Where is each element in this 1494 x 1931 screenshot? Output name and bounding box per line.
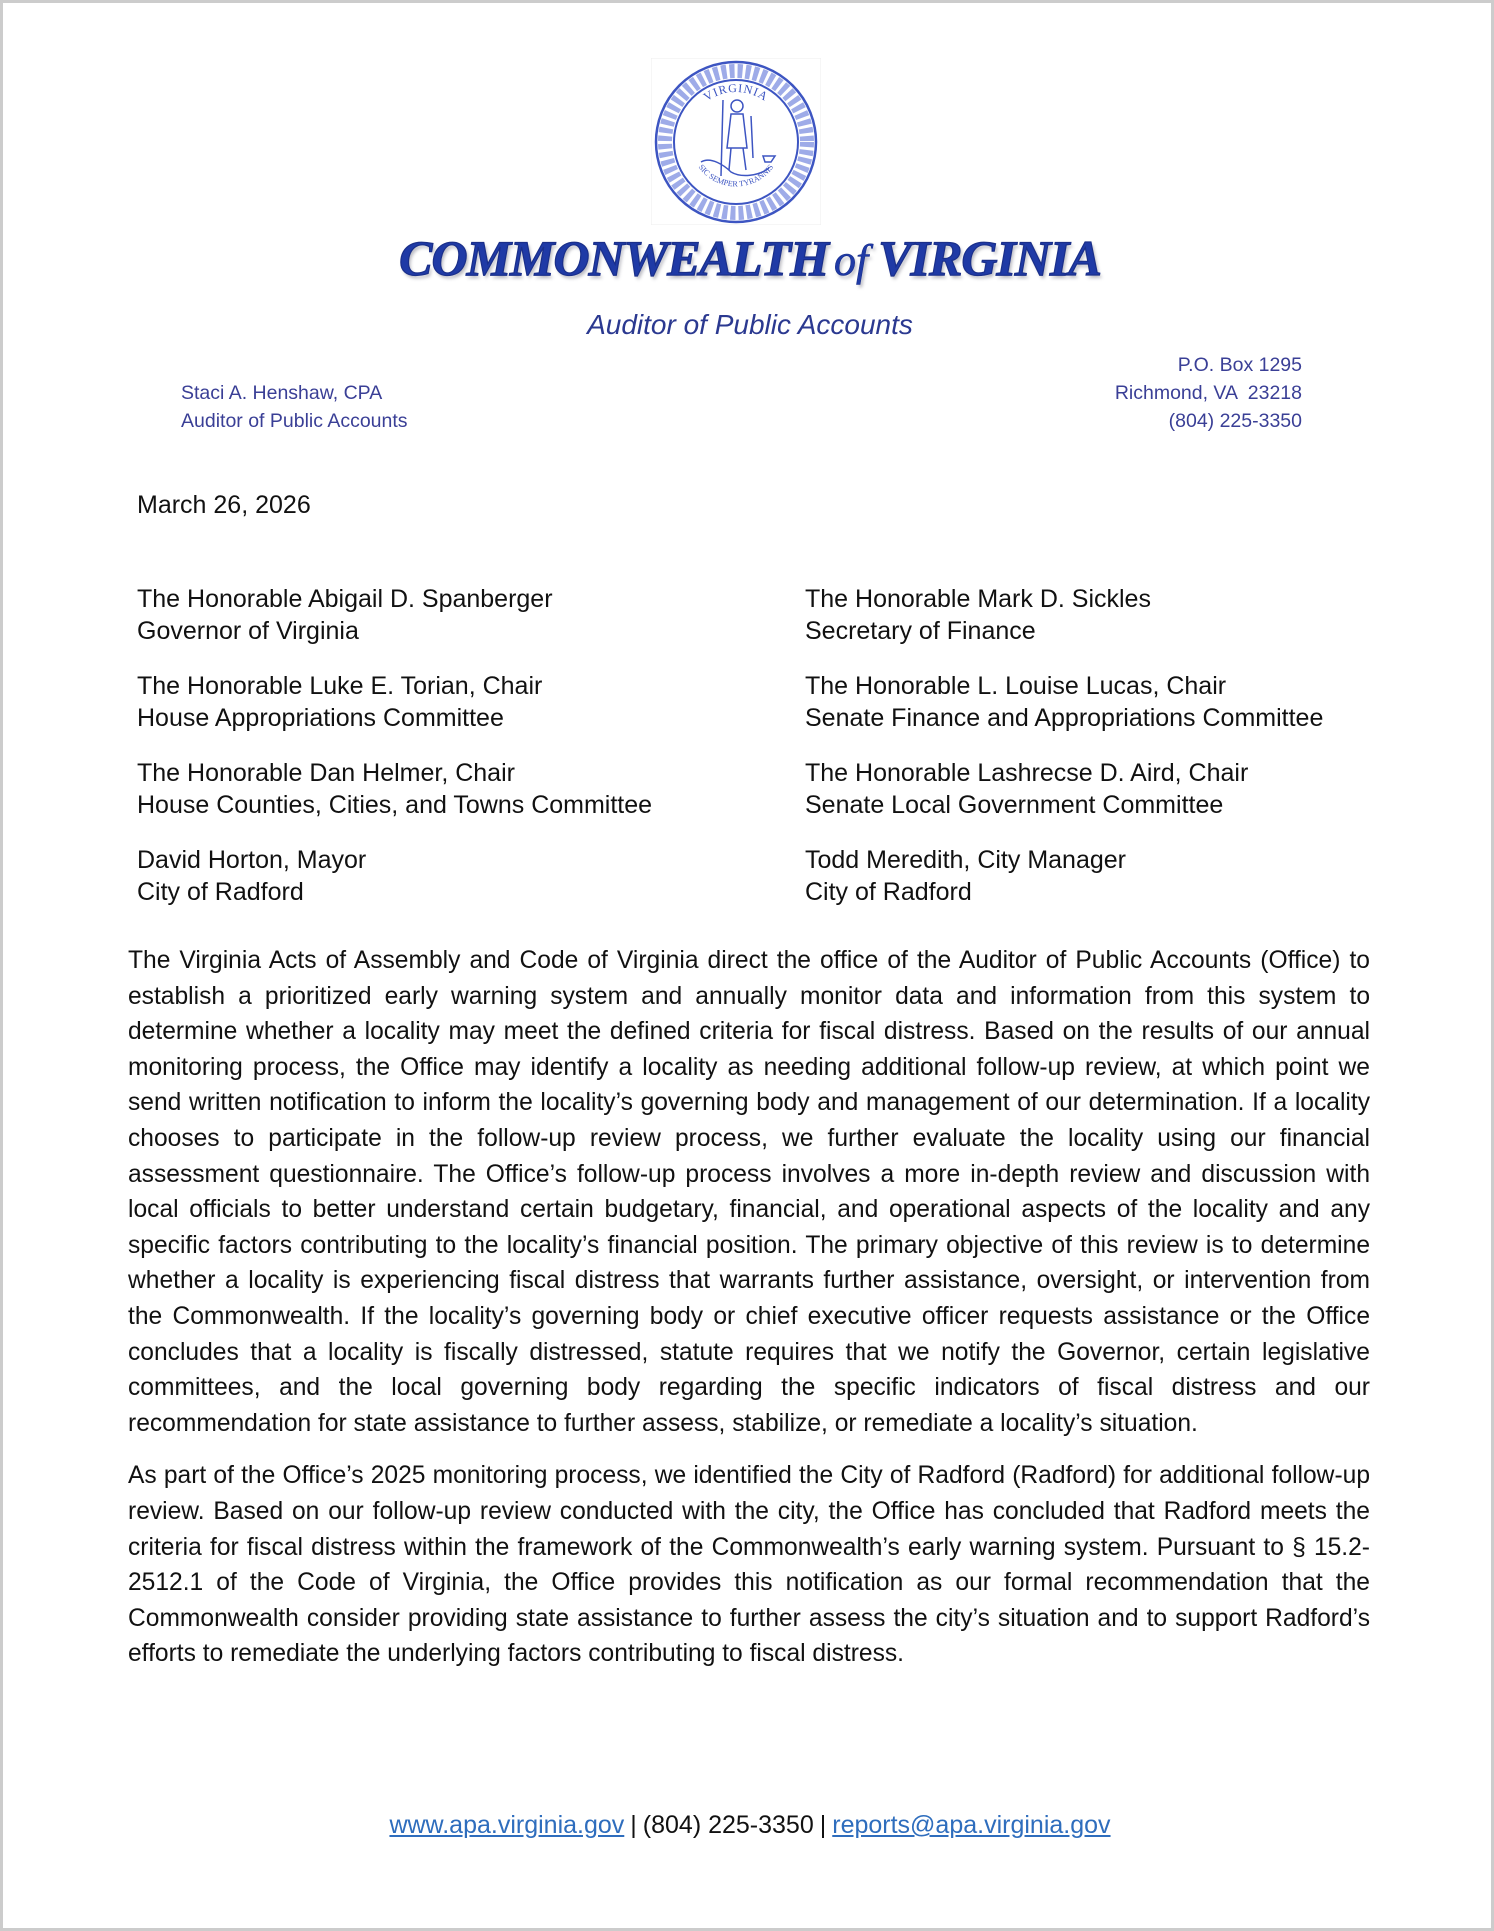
addressee-title: Secretary of Finance bbox=[805, 617, 1036, 645]
sender-phone: (804) 225-3350 bbox=[1168, 410, 1302, 432]
addressee bbox=[137, 670, 542, 734]
title-virginia: VIRGINIA bbox=[878, 230, 1101, 286]
virginia-state-seal-icon bbox=[651, 58, 821, 225]
addressee bbox=[137, 583, 553, 647]
sender-name: Staci A. Henshaw, CPA bbox=[181, 382, 383, 404]
addressee-title: Governor of Virginia bbox=[137, 617, 359, 645]
addressee bbox=[805, 583, 1151, 647]
footer-separator: | bbox=[819, 1811, 827, 1839]
addressee-name: Todd Meredith, City Manager bbox=[805, 846, 1126, 874]
addressee-title: Senate Finance and Appropriations Committee bbox=[805, 704, 1324, 732]
addressee-name: The Honorable L. Louise Lucas, Chair bbox=[805, 672, 1227, 700]
addressee-title: House Appropriations Committee bbox=[137, 704, 504, 732]
sender-title: Auditor of Public Accounts bbox=[181, 410, 408, 432]
footer-separator: | bbox=[630, 1811, 637, 1839]
addressee-title: House Counties, Cities, and Towns Committee bbox=[137, 791, 653, 819]
addressee-name: David Horton, Mayor bbox=[137, 846, 367, 874]
footer-phone: (804) 225-3350 bbox=[642, 1811, 814, 1839]
addressee-title: City of Radford bbox=[137, 878, 304, 906]
letterhead-subtitle: Auditor of Public Accounts bbox=[587, 309, 913, 340]
addressee-name: The Honorable Dan Helmer, Chair bbox=[137, 759, 515, 787]
website-link[interactable]: www.apa.virginia.gov bbox=[389, 1811, 625, 1839]
addressee-name: The Honorable Mark D. Sickles bbox=[805, 585, 1151, 613]
addressee bbox=[805, 757, 1248, 821]
addressee-name: The Honorable Abigail D. Spanberger bbox=[137, 585, 553, 613]
seal-motto: SIC SEMPER TYRANNIS bbox=[696, 162, 776, 189]
addressee-name: The Honorable Lashrecse D. Aird, Chair bbox=[805, 759, 1249, 787]
sender-address-line2: Richmond, VA 23218 bbox=[1114, 382, 1302, 404]
addressee-title: Senate Local Government Committee bbox=[805, 791, 1224, 819]
sender-address-line1: P.O. Box 1295 bbox=[1177, 354, 1302, 376]
email-link[interactable]: reports@apa.virginia.gov bbox=[832, 1811, 1111, 1839]
letter-footer bbox=[3, 1811, 1494, 1840]
addressee bbox=[137, 757, 652, 821]
addressee-name: The Honorable Luke E. Torian, Chair bbox=[137, 672, 543, 700]
letterhead-title bbox=[3, 229, 1494, 287]
body-paragraph: The Virginia Acts of Assembly and Code of Virginia direct the office of the Auditor of Public Accounts (Office) to establish a prioritized early warning system and annually monitor data and information from this system to determine whether a locality may meet the defined criteria for fiscal distress. Based on the results of our annual monitoring process, the Office may identify a locality as needing additional follow-up review, at which point we send written notification to inform the locality’s governing body and management of our determination. If a locality chooses to participate in the follow-up review process, we further evaluate the locality using our financial assessment questionnaire. The Office’s follow-up process involves a more in-depth review and discussion with local officials to better understand certain budgetary, financial, and operational aspects of the locality and any specific factors contributing to the locality’s financial position. The primary objective of this review is to determine whether a locality is experiencing fiscal distress that warrants further assistance, oversight, or intervention from the Commonwealth. If the locality’s governing body or chief executive officer requests assistance or the Office concludes that a locality is fiscally distressed, statute requires that we notify the Governor, certain legislative committees, and the local governing body regarding the specific indicators of fiscal distress and our recommendation for state assistance to further assess, stabilize, or remediate a locality’s situation. bbox=[128, 947, 1370, 1437]
seal-top-text: VIRGINIA bbox=[700, 80, 772, 104]
sender-address-block bbox=[1115, 351, 1302, 435]
title-commonwealth: COMMONWEALTH bbox=[399, 230, 828, 286]
body-paragraph: As part of the Office’s 2025 monitoring process, we identified the City of Radford (Radford) for additional follow-up review. Based on our follow-up review conducted with the city, the Office has concluded that Radford meets the criteria for fiscal distress within the framework of the Commonwealth’s early warning system. Pursuant to § 15.2-2512.1 of the Code of Virginia, the Office provides this notification as our formal recommendation that the Commonwealth consider providing state assistance to further assess the city’s situation and to support Radford’s efforts to remediate the underlying factors contributing to fiscal distress. bbox=[128, 1462, 1370, 1668]
sender-block bbox=[181, 379, 408, 435]
addressee-title: City of Radford bbox=[805, 878, 972, 906]
letter-date: March 26, 2026 bbox=[137, 491, 311, 519]
addressee bbox=[137, 844, 366, 908]
letter-body bbox=[128, 943, 1370, 1689]
addressee bbox=[805, 844, 1126, 908]
title-of: of bbox=[833, 236, 869, 285]
addressee bbox=[805, 670, 1323, 734]
